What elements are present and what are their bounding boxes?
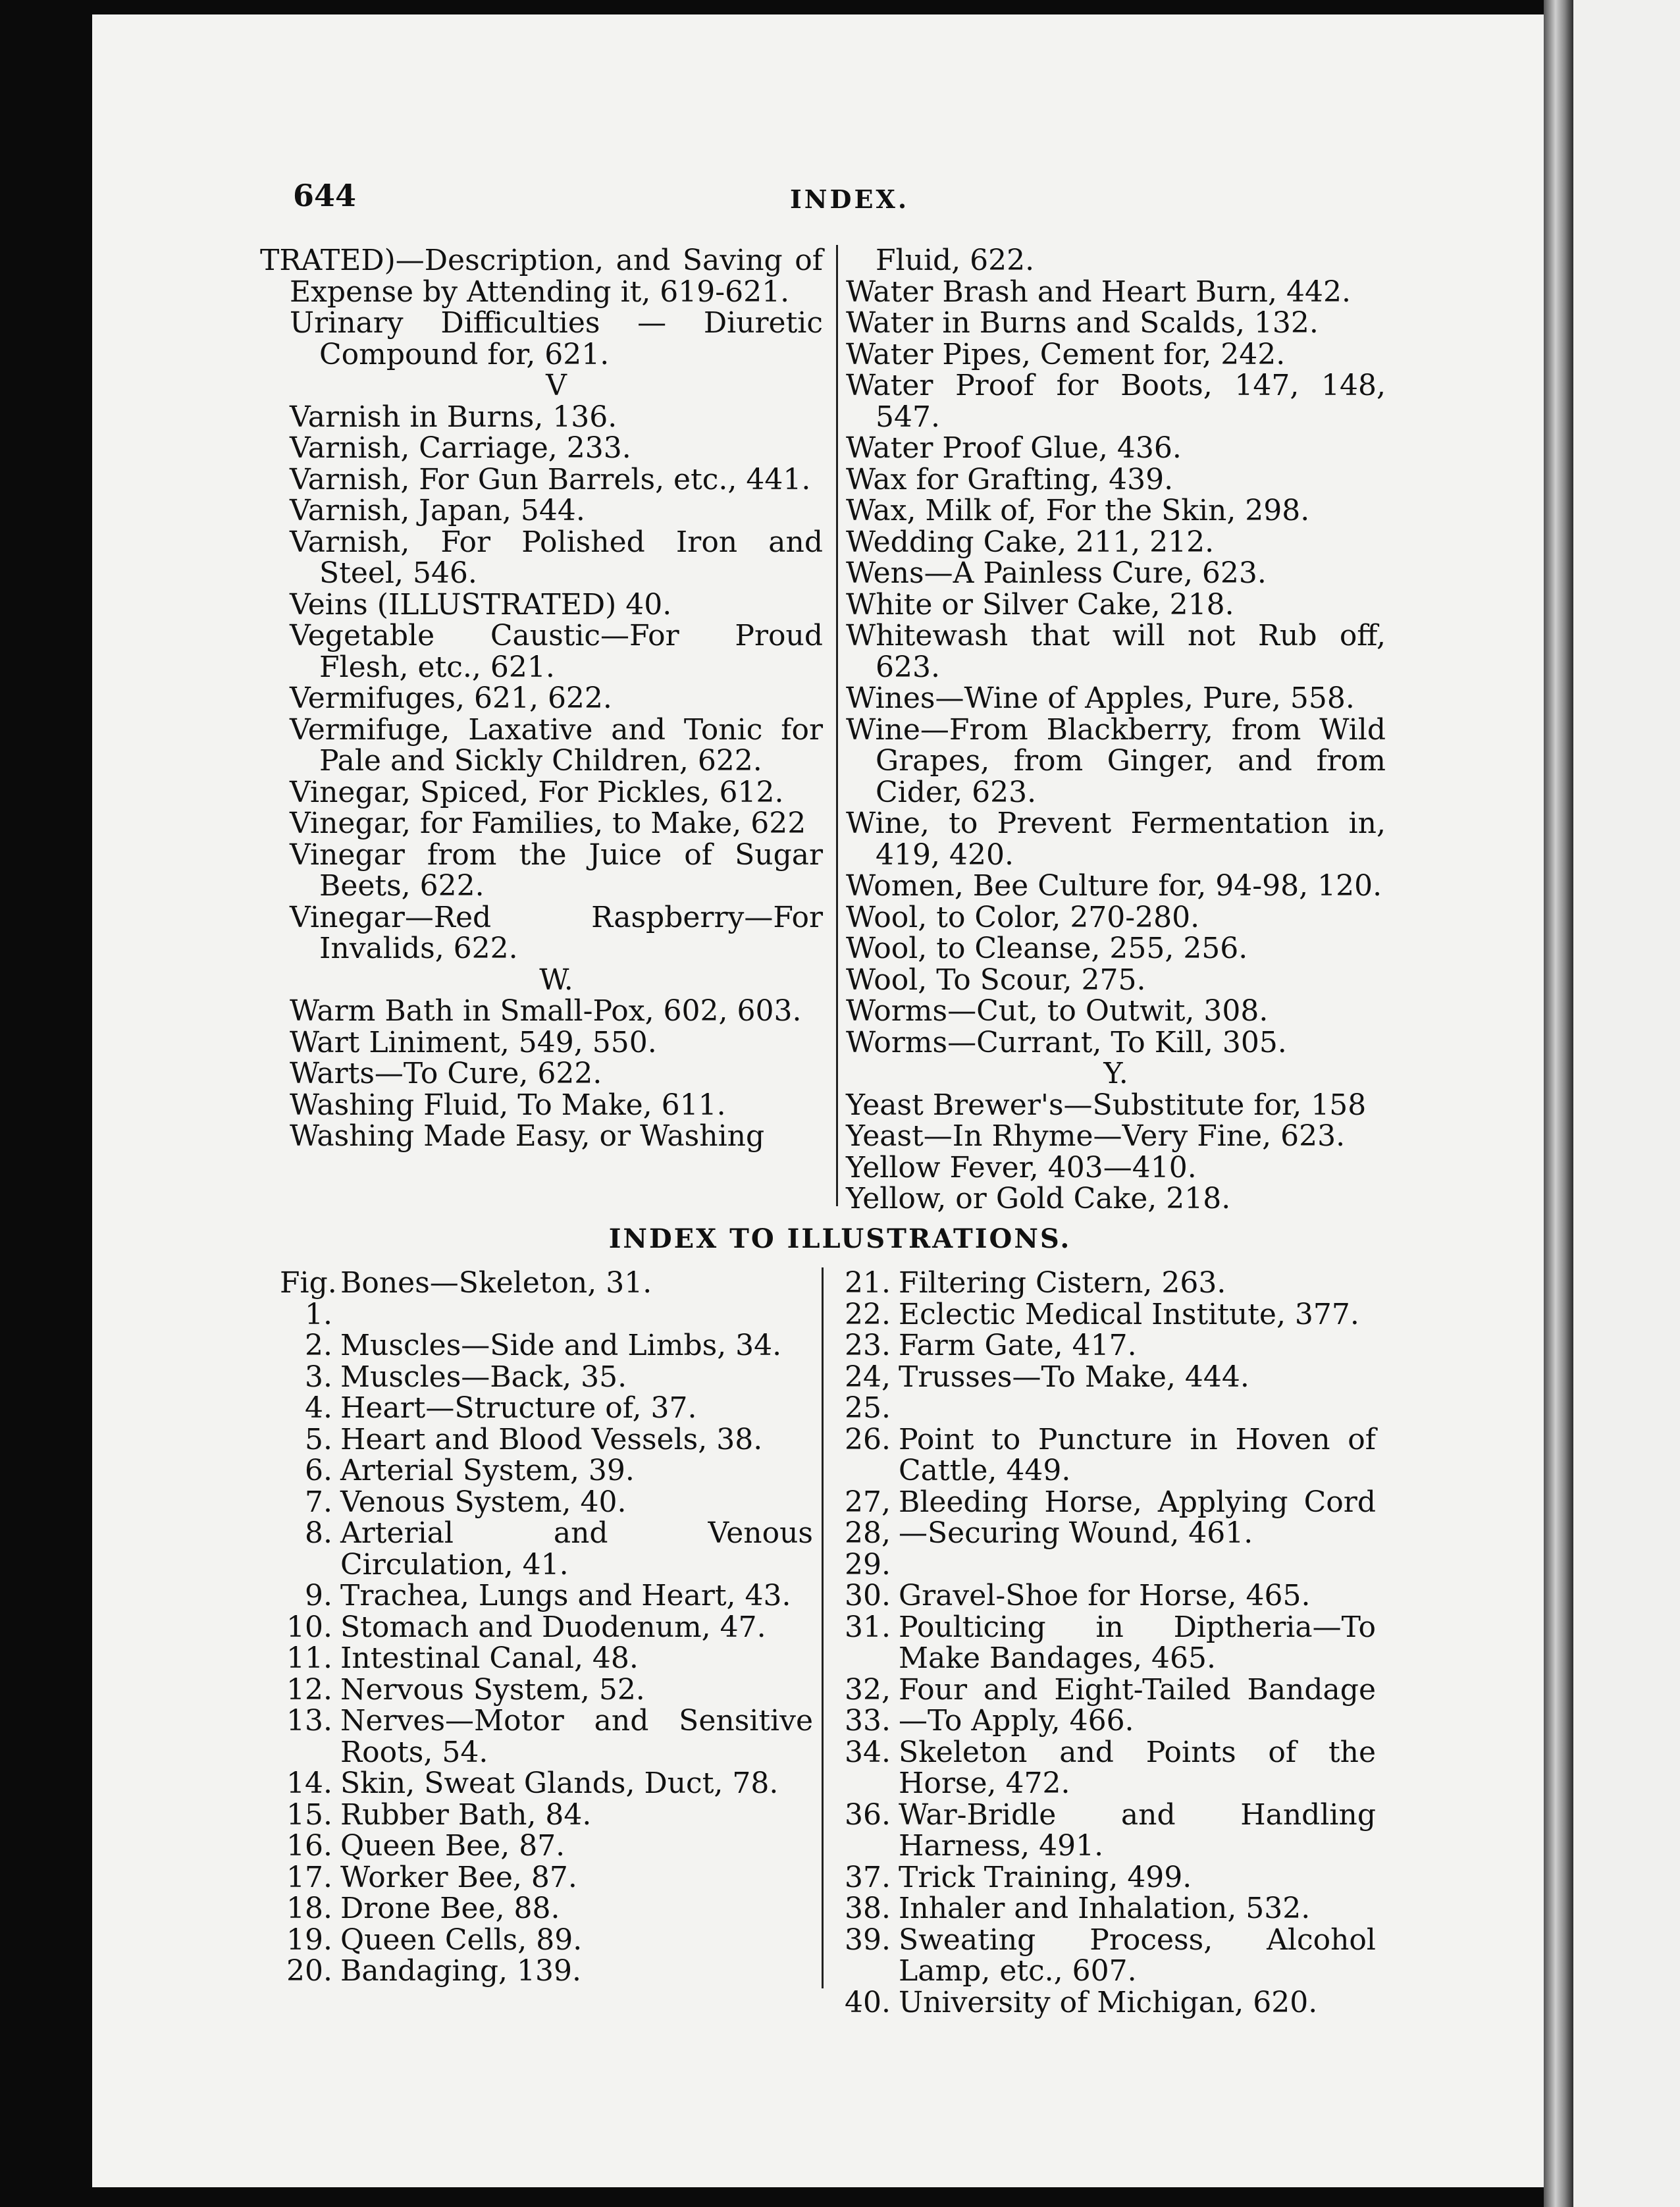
illustration-entry xyxy=(833,1267,1376,1299)
figure-number: 7. xyxy=(305,1485,332,1519)
illustration-entry xyxy=(280,1768,813,1799)
index-entry: Water Brash and Heart Burn, 442. xyxy=(846,275,1351,309)
figure-title: Inhaler and Inhalation, 532. xyxy=(899,1892,1311,1925)
index-entry: Wedding Cake, 211, 212. xyxy=(846,525,1215,559)
index-entry: Vermifuges, 621, 622. xyxy=(290,681,612,715)
index-entry: Vegetable Caustic—For Proud Flesh, etc., 621. xyxy=(290,619,823,684)
index-entry: Vinegar, Spiced, For Pickles, 612. xyxy=(290,775,784,809)
illustration-entry xyxy=(833,1580,1376,1612)
illustrations-column-left xyxy=(280,1267,813,1987)
figure-number: 11. xyxy=(286,1641,332,1675)
figure-title: Intestinal Canal, 48. xyxy=(340,1641,639,1675)
figure-title: Poulticing in Diptheria—To Make Bandages, 465. xyxy=(899,1610,1376,1675)
illustration-entry xyxy=(833,1424,1376,1487)
figure-number: 17. xyxy=(286,1860,332,1894)
figure-number: 5. xyxy=(305,1422,332,1456)
figure-title: Four and Eight-Tailed Bandage—To Apply, 466. xyxy=(899,1672,1376,1738)
illustration-entry xyxy=(280,1487,813,1518)
figure-title: Farm Gate, 417. xyxy=(899,1329,1137,1362)
figure-number: 20. xyxy=(286,1954,332,1988)
index-entry: Wart Liniment, 549, 550. xyxy=(290,1025,657,1059)
figure-title: Skin, Sweat Glands, Duct, 78. xyxy=(340,1767,779,1800)
illustration-entry xyxy=(280,1330,813,1362)
index-entry: Varnish, Carriage, 233. xyxy=(290,431,631,465)
figure-number: 14. xyxy=(286,1767,332,1800)
figure-number: 13. xyxy=(286,1704,332,1738)
figure-title: Muscles—Back, 35. xyxy=(340,1360,627,1394)
index-entry: Water Proof for Boots, 147, 148, 547. xyxy=(846,369,1386,434)
index-entry: Wool, To Scour, 275. xyxy=(846,963,1146,997)
index-entry: Water Proof Glue, 436. xyxy=(846,431,1182,465)
figure-number: 36. xyxy=(845,1797,891,1832)
index-entry: White or Silver Cake, 218. xyxy=(846,587,1234,622)
figure-title: Trusses—To Make, 444. xyxy=(899,1360,1249,1394)
index-entry: Veins (ILLUSTRATED) 40. xyxy=(290,587,672,622)
figure-number: 22. xyxy=(845,1297,891,1331)
figure-title: Bandaging, 139. xyxy=(340,1954,581,1988)
figure-title: Trick Training, 499. xyxy=(899,1860,1192,1894)
illustration-entry xyxy=(280,1424,813,1456)
figure-number: 37. xyxy=(845,1860,891,1894)
figure-title: Stomach and Duodenum, 47. xyxy=(340,1610,766,1644)
figure-number: Fig. 1. xyxy=(280,1266,337,1331)
figure-number: 6. xyxy=(305,1454,332,1487)
index-entry: Wens—A Painless Cure, 623. xyxy=(846,556,1267,590)
page-number: 644 xyxy=(293,178,357,213)
facing-page-edge xyxy=(1573,0,1680,2207)
illustration-entry xyxy=(833,1987,1376,2019)
figure-number: 21. xyxy=(845,1266,891,1300)
figure-title: Bleeding Horse, Applying Cord—Securing Wound, 461. xyxy=(899,1485,1376,1550)
figure-number: 31. xyxy=(845,1610,891,1644)
figure-title: Venous System, 40. xyxy=(340,1485,627,1519)
illustration-entry xyxy=(833,1862,1376,1894)
index-entry: Wines—Wine of Apples, Pure, 558. xyxy=(846,681,1355,715)
index-entry: Wine, to Prevent Fermentation in, 419, 420. xyxy=(846,807,1386,872)
illustration-entry xyxy=(833,1674,1376,1737)
figure-number: 3. xyxy=(305,1360,332,1394)
index-entry: Vinegar—Red Raspberry—For Invalids, 622. xyxy=(290,900,823,965)
figure-number: 16. xyxy=(286,1829,332,1863)
index-entry: Yellow, or Gold Cake, 218. xyxy=(846,1182,1231,1215)
figure-number: 34. xyxy=(845,1735,891,1769)
figure-number: 39. xyxy=(845,1923,891,1957)
figure-title: Heart and Blood Vessels, 38. xyxy=(340,1422,763,1456)
illustration-entry xyxy=(280,1705,813,1768)
figure-number: 12. xyxy=(286,1672,332,1707)
index-entry: Worms—Currant, To Kill, 305. xyxy=(846,1025,1287,1059)
index-entry: Whitewash that will not Rub off, 623. xyxy=(846,619,1386,684)
index-entry: Wax for Grafting, 439. xyxy=(846,462,1174,496)
figure-title: Nervous System, 52. xyxy=(340,1672,645,1707)
figure-number: 10. xyxy=(286,1610,332,1644)
figure-title: Rubber Bath, 84. xyxy=(340,1797,592,1832)
figure-title: Bones—Skeleton, 31. xyxy=(340,1266,652,1300)
figure-number: 18. xyxy=(286,1892,332,1925)
index-column-right xyxy=(846,245,1386,1215)
figure-number: 8. xyxy=(305,1516,332,1550)
illustration-entry xyxy=(833,1362,1376,1424)
illustration-entry xyxy=(280,1267,813,1330)
figure-title: University of Michigan, 620. xyxy=(899,1985,1318,2019)
index-entry: Warm Bath in Small-Pox, 602, 603. xyxy=(290,994,802,1028)
index-column-left xyxy=(260,244,823,1153)
illustration-entry xyxy=(833,1330,1376,1362)
illustration-entry xyxy=(833,1799,1376,1862)
running-head: INDEX. xyxy=(790,184,910,214)
figure-title: Filtering Cistern, 263. xyxy=(899,1266,1226,1300)
illustration-entry xyxy=(833,1299,1376,1331)
column-rule-top xyxy=(836,245,838,1206)
index-entry: Varnish, For Gun Barrels, etc., 441. xyxy=(290,462,811,496)
illustration-entry xyxy=(280,1674,813,1706)
index-entry: Warts—To Cure, 622. xyxy=(290,1057,602,1090)
index-entry: Urinary Difficulties — Diuretic Compound for, 621. xyxy=(290,306,823,371)
section-letter: W. xyxy=(539,963,573,997)
figure-title: Arterial System, 39. xyxy=(340,1454,635,1487)
illustrations-column-right xyxy=(833,1267,1376,2018)
index-entry: Vinegar from the Juice of Sugar Beets, 622. xyxy=(290,838,823,903)
figure-number: 4. xyxy=(305,1391,332,1425)
index-entry: Varnish in Burns, 136. xyxy=(290,400,617,434)
illustration-entry xyxy=(833,1925,1376,1987)
illustration-entry xyxy=(280,1799,813,1831)
index-entry: Varnish, For Polished Iron and Steel, 546. xyxy=(290,525,823,590)
index-entry: Women, Bee Culture for, 94-98, 120. xyxy=(846,869,1382,903)
illustration-entry xyxy=(833,1487,1376,1581)
figure-title: Heart—Structure of, 37. xyxy=(340,1391,697,1425)
figure-title: Sweating Process, Alcohol Lamp, etc., 607. xyxy=(899,1923,1376,1988)
illustration-entry xyxy=(280,1455,813,1487)
illustrations-heading: INDEX TO ILLUSTRATIONS. xyxy=(608,1223,1072,1254)
figure-title: Trachea, Lungs and Heart, 43. xyxy=(340,1579,791,1612)
figure-number: 40. xyxy=(845,1985,891,2019)
figure-number: 26. xyxy=(845,1422,891,1456)
figure-title: Eclectic Medical Institute, 377. xyxy=(899,1297,1359,1331)
figure-title: Skeleton and Points of the Horse, 472. xyxy=(899,1735,1376,1800)
illustration-entry xyxy=(280,1518,813,1580)
illustration-entry xyxy=(280,1580,813,1612)
section-letter: Y. xyxy=(1103,1057,1128,1090)
illustration-entry xyxy=(833,1612,1376,1674)
illustration-entry xyxy=(280,1643,813,1674)
column-rule-bottom xyxy=(822,1267,824,1988)
figure-number: 30. xyxy=(845,1579,891,1612)
index-entry: Water Pipes, Cement for, 242. xyxy=(846,337,1286,371)
illustration-entry xyxy=(280,1612,813,1643)
figure-number: 38. xyxy=(845,1892,891,1925)
figure-number: 23. xyxy=(845,1329,891,1362)
figure-number: 2. xyxy=(305,1329,332,1362)
index-entry: Varnish, Japan, 544. xyxy=(290,494,585,527)
figure-number: 32, 33. xyxy=(845,1672,891,1738)
figure-title: Drone Bee, 88. xyxy=(340,1892,560,1925)
index-entry: Vermifuge, Laxative and Tonic for Pale and Sickly Children, 622. xyxy=(290,712,823,778)
figure-title: Worker Bee, 87. xyxy=(340,1860,577,1894)
section-letter: V xyxy=(546,369,567,402)
index-entry: Yeast Brewer's—Substitute for, 158 xyxy=(846,1088,1367,1122)
illustration-entry xyxy=(280,1830,813,1862)
figure-title: Point to Puncture in Hoven of Cattle, 449. xyxy=(899,1422,1376,1487)
index-entry: Water in Burns and Scalds, 132. xyxy=(846,306,1319,340)
illustration-entry xyxy=(280,1925,813,1956)
figure-number: 24, 25. xyxy=(845,1360,891,1425)
figure-title: Gravel-Shoe for Horse, 465. xyxy=(899,1579,1311,1612)
figure-title: War-Bridle and Handling Harness, 491. xyxy=(899,1797,1376,1863)
figure-title: Queen Bee, 87. xyxy=(340,1829,565,1863)
index-entry: Wine—From Blackberry, from Wild Grapes, from Ginger, and from Cider, 623. xyxy=(846,712,1386,809)
illustration-entry xyxy=(280,1362,813,1393)
illustration-entry xyxy=(280,1893,813,1925)
figure-number: 9. xyxy=(305,1579,332,1612)
index-entry: Wool, to Color, 270-280. xyxy=(846,900,1200,934)
illustration-entry xyxy=(280,1955,813,1987)
figure-title: Queen Cells, 89. xyxy=(340,1923,583,1957)
figure-title: Nerves—Motor and Sensitive Roots, 54. xyxy=(340,1704,813,1769)
figure-title: Arterial and Venous Circulation, 41. xyxy=(340,1516,813,1582)
index-entry: TRATED)—Description, and Saving of Expense by Attending it, 619-621. xyxy=(260,244,823,309)
index-entry: Yeast—In Rhyme—Very Fine, 623. xyxy=(846,1119,1346,1153)
figure-number: 19. xyxy=(286,1923,332,1957)
book-spine xyxy=(1544,0,1573,2207)
illustration-entry xyxy=(280,1393,813,1424)
index-entry: Worms—Cut, to Outwit, 308. xyxy=(846,994,1269,1028)
figure-number: 27, 28, 29. xyxy=(845,1485,891,1582)
index-entry: Wool, to Cleanse, 255, 256. xyxy=(846,932,1248,965)
illustration-entry xyxy=(280,1862,813,1894)
index-entry: Wax, Milk of, For the Skin, 298. xyxy=(846,494,1310,527)
index-entry: Fluid, 622. xyxy=(876,244,1035,277)
figure-title: Muscles—Side and Limbs, 34. xyxy=(340,1329,782,1362)
index-entry: Washing Fluid, To Make, 611. xyxy=(290,1088,726,1122)
index-entry: Washing Made Easy, or Washing xyxy=(290,1119,765,1153)
figure-number: 15. xyxy=(286,1797,332,1832)
illustration-entry xyxy=(833,1893,1376,1925)
illustration-entry xyxy=(833,1737,1376,1799)
index-entry: Yellow Fever, 403—410. xyxy=(846,1150,1197,1184)
index-entry: Vinegar, for Families, to Make, 622 xyxy=(290,807,806,840)
